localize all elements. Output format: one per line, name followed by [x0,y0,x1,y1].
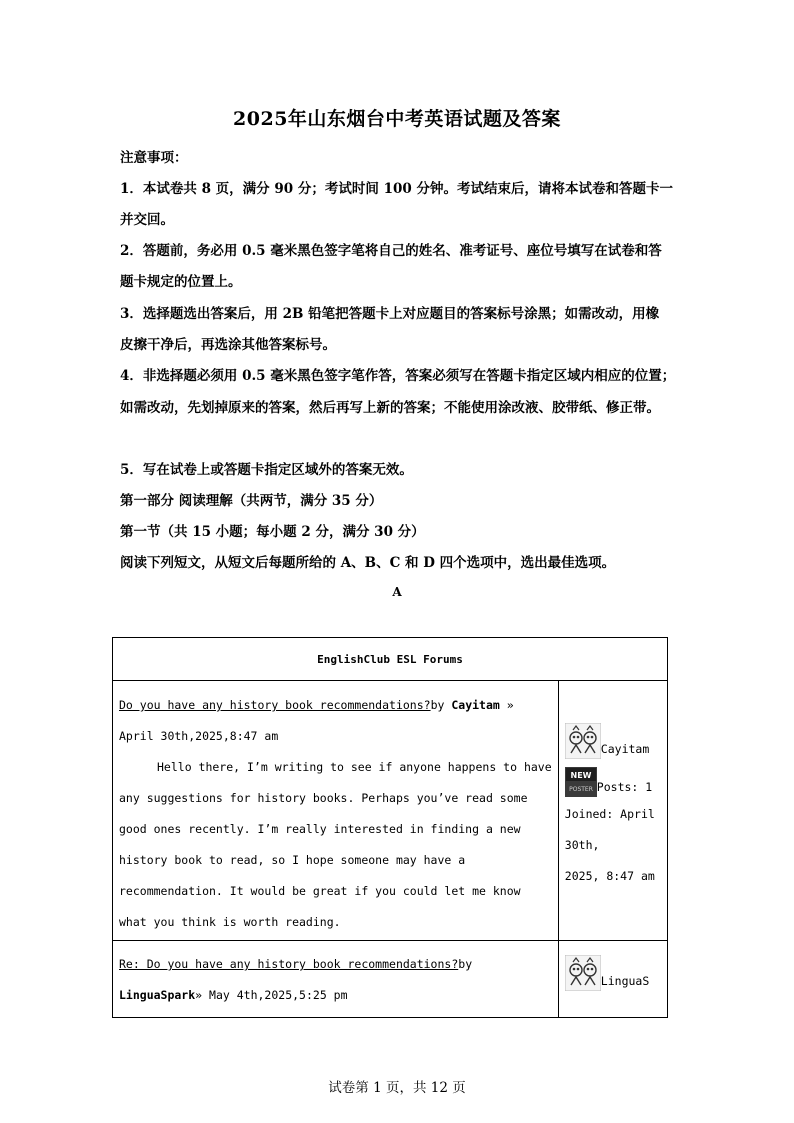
notice-item-2-line-2: 题卡规定的位置上。 [120,274,242,290]
post-arrow: » [506,698,514,712]
svg-text:NEW: NEW [570,771,592,780]
sidebar-joined-line-1: Joined: April [564,807,655,821]
table-row [113,941,668,1018]
reply-by-label: by [458,957,473,971]
forum-header: EnglishClub ESL Forums [113,638,668,681]
post-by-label: by [430,698,452,712]
reading-instruction: 阅读下列短文，从短文后每题所给的 A、B、C 和 D 四个选项中，选出最佳选项。 [120,555,616,571]
sidebar-joined-line-2: 30th, [564,838,600,852]
page-title: 2025年山东烟台中考英语试题及答案 [233,108,561,130]
reply-arrow: » [195,988,203,1002]
sidebar-username[interactable]: Cayitam [600,742,650,756]
reply-date: May 4th,2025,5:25 pm [209,988,348,1002]
post-subject-link[interactable]: Do you have any history book recommendations? [119,698,431,712]
part-one-heading: 第一部分 阅读理解（共两节，满分 35 分） [120,493,383,509]
notice-item-1-line-1: 1．本试卷共 8 页，满分 90 分；考试时间 100 分钟。考试结束后，请将本试卷和答题卡一 [120,181,673,197]
page-footer: 试卷第 1 页，共 12 页 [328,1080,466,1096]
reply-subject-link[interactable]: Re: Do you have any history book recommendations? [119,957,459,971]
author-sidebar [558,681,667,941]
reply-content [113,941,559,1018]
notice-item-3-line-1: 3．选择题选出答案后，用 2B 铅笔把答题卡上对应题目的答案标号涂黑；如需改动，用橡 [120,306,660,322]
reply-author[interactable]: LinguaSpark [119,988,196,1002]
new-poster-badge-icon [565,767,597,797]
forum-table [112,637,668,1018]
post-author[interactable]: Cayitam [451,698,500,712]
notice-item-1-line-2: 并交回。 [120,212,174,228]
post-content [113,681,559,941]
notice-item-3-line-2: 皮擦干净后，再选涂其他答案标号。 [120,337,336,353]
sidebar-post-count: Posts: 1 [596,780,653,794]
reply-author-sidebar [558,941,667,1018]
notice-item-5: 5．写在试卷上或答题卡指定区域外的答案无效。 [120,462,413,478]
post-body: Hello there, I’m writing to see if anyone happens to have any suggestions for history books. Perhaps you’ve read some good ones recently. I’m really interested in finding a new history book to read, so I hope someone may have a recommendation. It would be great if you could let me know what you think is worth reading. [119,760,552,929]
notice-item-2-line-1: 2．答题前，务必用 0.5 毫米黑色签字笔将自己的姓名、准考证号、座位号填写在试卷和答 [120,243,662,259]
sidebar-joined-line-3: 2025, 8:47 am [564,869,655,883]
notice-heading: 注意事项： [120,150,188,166]
section-one-heading: 第一节（共 15 小题；每小题 2 分，满分 30 分） [120,524,425,540]
notice-item-4-line-2: 如需改动，先划掉原来的答案，然后再写上新的答案；不能使用涂改液、胶带纸、修正带。 [120,400,660,416]
table-row [113,681,668,941]
passage-letter: A [392,585,402,599]
post-date: April 30th,2025,8:47 am [119,729,279,743]
notice-item-4-line-1: 4．非选择题必须用 0.5 毫米黑色签字笔作答，答案必须写在答题卡指定区域内相应的位置； [120,368,676,384]
reply-sidebar-username[interactable]: LinguaS [600,974,650,988]
avatar [565,955,601,991]
svg-text:POSTER: POSTER [568,786,593,793]
avatar [565,723,601,759]
